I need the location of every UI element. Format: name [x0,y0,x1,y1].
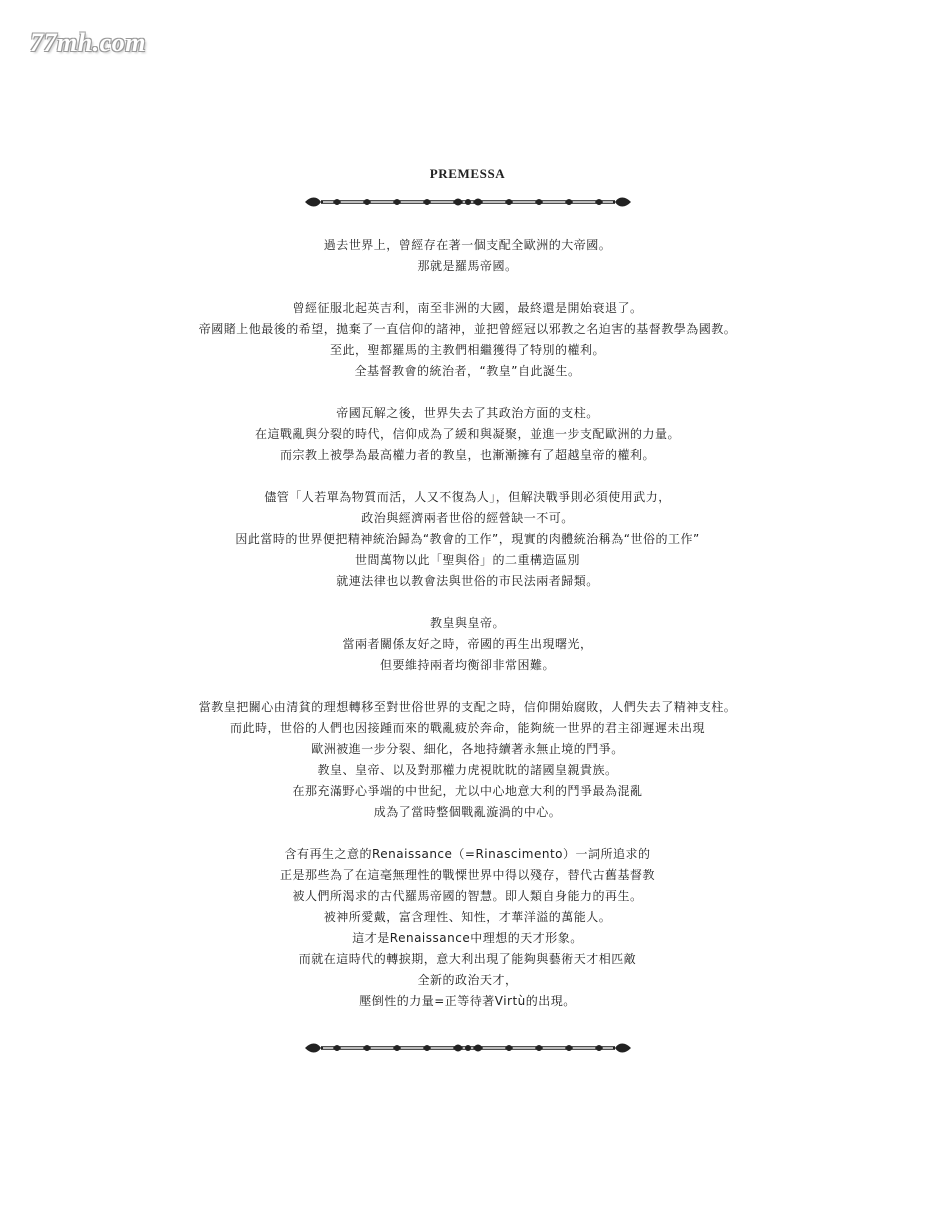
text-line: 就連法律也以教會法與世俗的市民法兩者歸類。 [336,574,599,588]
text-line: 當教皇把關心由清貧的理想轉移至對世俗世界的支配之時，信仰開始腐敗，人們失去了精神支柱。 [198,700,737,714]
ornament-divider-top [303,195,633,209]
text-line: 這才是Renaissance中理想的天才形象。 [352,931,583,945]
text-line: 帝國賭上他最後的希望，拋棄了一直信仰的諸神，並把曾經冠以邪教之名迫害的基督教學為國教。 [198,322,737,336]
text-line: 歐洲被進一步分裂、細化，各地持續著永無止境的鬥爭。 [311,742,624,756]
text-line: 而宗教上被學為最高權力者的教皇，也漸漸擁有了超越皇帝的權利。 [279,448,655,462]
text-line: 那就是羅馬帝國。 [417,259,518,273]
text-line: 全新的政治天才， [417,973,518,987]
paragraph-6 [0,697,935,823]
text-line: 在那充滿野心爭端的中世紀，尤以中心地意大利的鬥爭最為混亂 [292,784,643,798]
text-line: 帝國瓦解之後，世界失去了其政治方面的支柱。 [336,406,599,420]
site-watermark: 77mh.com [30,28,146,57]
text-line: 壓倒性的力量=正等待著Virtù的出現。 [359,994,576,1008]
paragraph-4 [0,487,935,592]
text-line: 當兩者關係友好之時，帝國的再生出現曙光， [342,637,593,651]
text-line: 正是那些為了在這毫無理性的戰慄世界中得以殘存，替代古舊基督教 [279,868,655,882]
paragraph-2 [0,298,935,382]
text-line: 因此當時的世界便把精神統治歸為“教會的工作”，現實的肉體統治稱為“世俗的工作” [235,532,700,546]
preface-text [0,235,935,1033]
text-line: 成為了當時整個戰亂漩渦的中心。 [373,805,562,819]
text-line: 世間萬物以此「聖與俗」的二重構造區別 [354,553,580,567]
text-line: 而就在這時代的轉捩期，意大利出現了能夠與藝術天才相匹敵 [298,952,637,966]
text-line: 教皇與皇帝。 [429,616,505,630]
text-line: 在這戰亂與分裂的時代，信仰成為了緩和與凝聚，並進一步支配歐洲的力量。 [254,427,680,441]
text-line: 過去世界上，曾經存在著一個支配全歐洲的大帝國。 [323,238,612,252]
text-line: 儘管「人若單為物質而活，人又不復為人」，但解決戰爭則必須使用武力， [264,490,671,504]
text-line: 至此，聖都羅馬的主教們相繼獲得了特別的權利。 [329,343,605,357]
text-line: 教皇、皇帝、以及對那權力虎視眈眈的諸國皇親貴族。 [317,763,618,777]
paragraph-3 [0,403,935,466]
text-line: 被神所愛戴，富含理性、知性，才華洋溢的萬能人。 [323,910,612,924]
paragraph-5 [0,613,935,676]
text-line: 政治與經濟兩者世俗的經營缺一不可。 [361,511,574,525]
ornament-divider-bottom [303,1041,633,1055]
page-title: PREMESSA [429,166,506,181]
text-line: 含有再生之意的Renaissance（=Rinascimento）一詞所追求的 [284,847,651,861]
text-line: 全基督教會的統治者，“教皇”自此誕生。 [354,364,581,378]
text-line: 但要維持兩者均衡卻非常困難。 [379,658,555,672]
text-line: 曾經征服北起英吉利，南至非洲的大國，最終還是開始衰退了。 [292,301,643,315]
text-line: 被人們所渴求的古代羅馬帝國的智慧。即人類自身能力的再生。 [292,889,643,903]
paragraph-1 [0,235,935,277]
paragraph-7 [0,844,935,1012]
text-line: 而此時，世俗的人們也因接踵而來的戰亂疲於奔命，能夠統一世界的君主卻遲遲未出現 [229,721,705,735]
